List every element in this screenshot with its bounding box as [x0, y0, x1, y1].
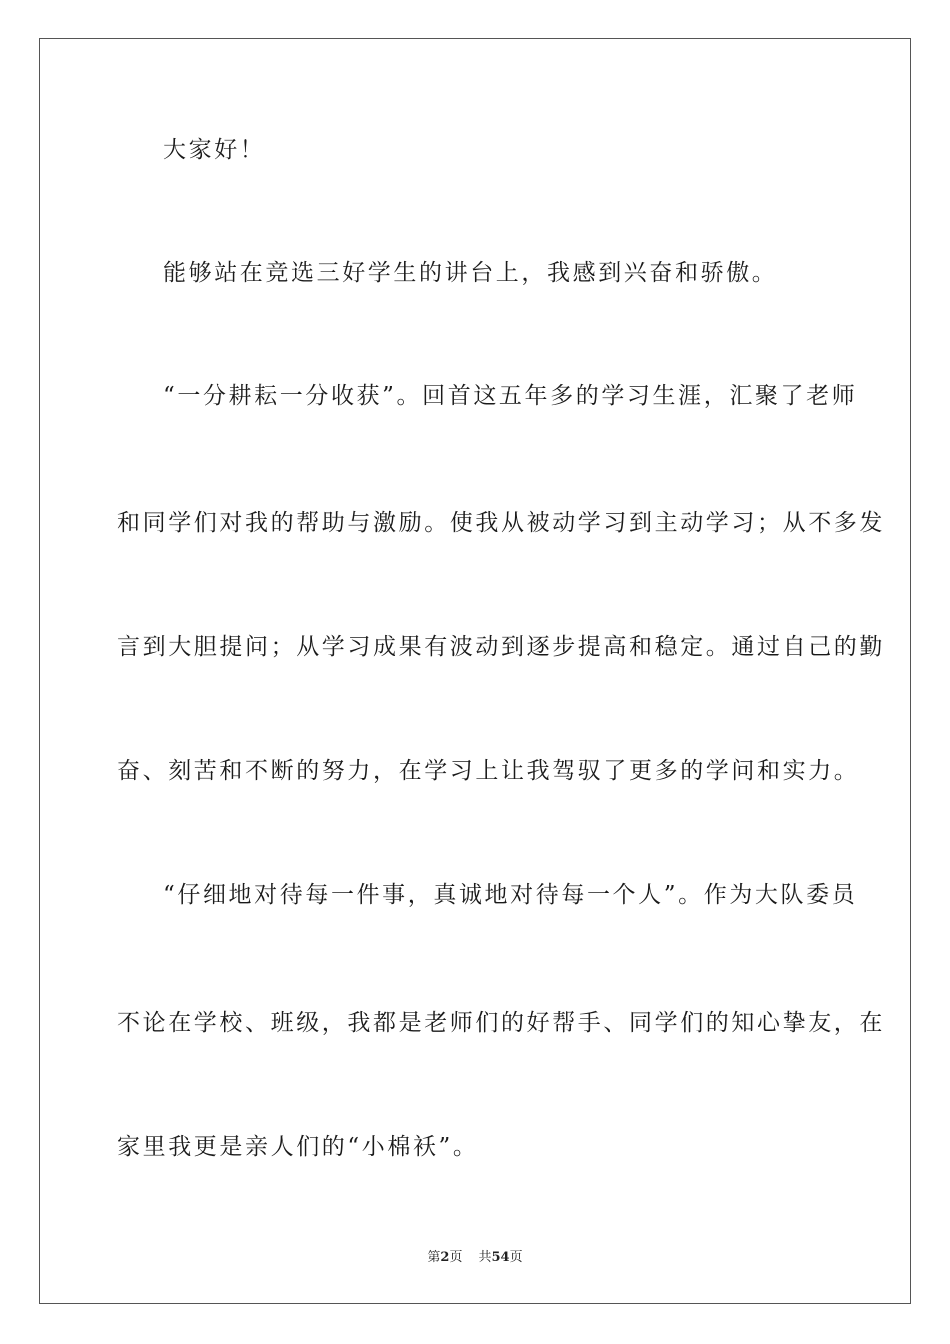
total-pages: 54	[491, 1250, 510, 1265]
paragraph-line: 奋、刻苦和不断的努力，在学习上让我驾驭了更多的学问和实力。	[117, 758, 860, 784]
page-prefix: 第	[427, 1250, 441, 1265]
paragraph-line: 言到大胆提问；从学习成果有波动到逐步提高和稳定。通过自己的勤	[117, 634, 885, 660]
greeting-line: 大家好！	[163, 137, 266, 163]
paragraph-line: 能够站在竞选三好学生的讲台上，我感到兴奋和骄傲。	[163, 260, 778, 286]
page-suffix: 页	[449, 1250, 463, 1265]
paragraph-line: 和同学们对我的帮助与激励。使我从被动学习到主动学习；从不多发	[117, 510, 885, 536]
total-suffix: 页	[509, 1250, 523, 1265]
paragraph-line: 家里我更是亲人们的“小棉袄”。	[117, 1134, 479, 1160]
paragraph-line: “一分耕耘一分收获”。回首这五年多的学习生涯，汇聚了老师	[163, 383, 858, 409]
paragraph-line: “仔细地对待每一件事，真诚地对待每一个人”。作为大队委员	[163, 882, 858, 908]
paragraph-line: 不论在学校、班级，我都是老师们的好帮手、同学们的知心挚友，在	[117, 1010, 885, 1036]
total-prefix: 共	[478, 1250, 492, 1265]
page-border	[39, 38, 911, 1304]
page-number: 2	[440, 1250, 450, 1265]
page-footer	[0, 1246, 950, 1265]
